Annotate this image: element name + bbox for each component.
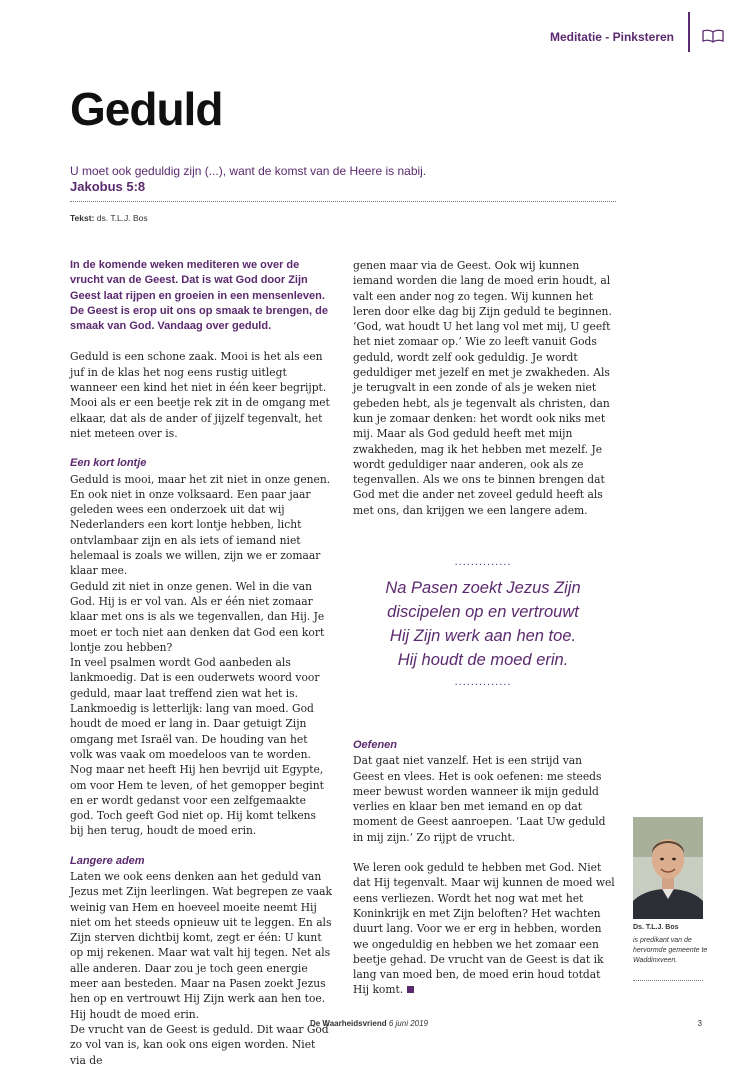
byline-author: ds. T.L.J. Bos	[96, 213, 148, 223]
footer	[0, 1019, 738, 1028]
subheading-oefenen: Oefenen	[353, 739, 398, 751]
right-column	[353, 258, 615, 518]
subheading-kort-lontje: Een kort lontje	[70, 457, 147, 470]
body-paragraph: Geduld is een schone zaak. Mooi is het als een juf in de klas het nog eens rustig uitlegt wanneer een kind het niet in één keer begrijpt. Mooi als er een beetje rek zit in de omgang met elkaar, dat als de ander of jijzelf tegenvalt, het niet meteen over is.	[70, 350, 330, 440]
body-paragraph: Geduld zit niet in onze genen. Wel in die van God. Hij is er vol van. Als er één niet zomaar klaar met ons is als we tegenvallen, dan Hij. Je moet er toch niet aan denken dat God een kort lontje zou hebben?	[70, 579, 325, 654]
byline-label: Tekst:	[70, 213, 95, 223]
issue-date: 6 juni 2019	[388, 1019, 428, 1028]
body-paragraph: Laten we ook eens denken aan het geduld van Jezus met Zijn leerlingen. Wat begrepen ze vaak weinig van Hem en hoeveel moeite neemt Hij niet om het steeds opnieuw uit te leggen. En als Zijn sterven dichtbij komt, zegt er één: U kunt op mij rekenen. Maar wat valt hij tegen. Net als alle anderen. Daar zou je toch geen energie meer aan besteden. Maar na Pasen zoekt Jezus hen op en vertrouwt Hij Zijn werk aan hen toe. Hij houdt de moed erin.	[70, 869, 332, 1021]
pull-quote	[370, 556, 596, 688]
author-role: is predikant van de hervormde gemeente te Waddinxveen.	[633, 937, 708, 964]
body-paragraph	[353, 860, 615, 998]
byline	[70, 213, 148, 223]
oefenen-section	[353, 738, 615, 998]
author-divider	[633, 980, 703, 981]
pull-quote-dots-top: ..............	[454, 556, 512, 568]
section-label: Meditatie - Pinksteren	[549, 30, 674, 44]
author-name: Ds. T.L.J. Bos	[633, 924, 679, 931]
left-column	[70, 258, 332, 1068]
subheading-langere-adem: Langere adem	[70, 854, 145, 867]
header-divider	[688, 12, 690, 52]
intro-paragraph: In de komende weken mediteren we over de vrucht van de Geest. Dat is wat God door Zijn Geest laat rijpen en groeien in een mensenleven. De Geest is erop uit ons op smaak te brengen, de smaak van God. Vandaag over geduld.	[70, 259, 328, 333]
pull-quote-line: Hij houdt de moed erin.	[397, 651, 569, 669]
pull-quote-line: discipelen op en vertrouwt	[387, 603, 579, 621]
pull-quote-line: Na Pasen zoekt Jezus Zijn	[385, 579, 581, 597]
end-mark	[407, 986, 414, 993]
pull-quote-line: Hij Zijn werk aan hen toe.	[389, 627, 577, 645]
body-paragraph: De vrucht van de Geest is geduld. Dit waar God zo vol van is, kan ook ons eigen worden. Niet via de	[70, 1022, 329, 1067]
open-book-icon	[702, 29, 724, 43]
pull-quote-dots-bottom: ..............	[454, 676, 512, 688]
bible-verse: U moet ook geduldig zijn (...), want de komst van de Heere is nabij.	[70, 164, 427, 178]
author-photo	[633, 817, 703, 919]
pull-quote-text	[370, 576, 596, 672]
body-paragraph: In veel psalmen wordt God aanbeden als lankmoedig. Dat is een ouderwets woord voor geduld, maar laat treffend zien wat het is. Lankmoedig is letterlijk: lang van moed. God houdt de moed er lang in. Daar getuigt Zijn omgang met Israël van. De houding van het volk was vaak om moedeloos van te worden. Nog maar net heeft Hij hen bevrijd uit Egypte, om voor Hem te leven, of het gemopper begint en er wordt gedanst voor een zelfgemaakte god. Toch geeft God niet op. Hij komt telkens bij hen terug, houdt de moed erin.	[70, 656, 324, 838]
body-paragraph: Dat gaat niet vanzelf. Het is een strijd van Geest en vlees. Het is ook oefenen: me steeds meer bewust worden wanneer ik mijn geduld verlies en klaar ben met iemand en op dat moment de Geest aanroepen. ‘Laat Uw geduld in mij zijn.’ Zo rijpt de vrucht.	[353, 754, 606, 844]
page-number: 3	[697, 1019, 702, 1028]
dotted-divider	[70, 201, 616, 202]
verse-reference: Jakobus 5:8	[70, 179, 146, 194]
magazine-name: De Waarheidsvriend	[309, 1019, 387, 1028]
closing-text: We leren ook geduld te hebben met God. Niet dat Hij tegenvalt. Maar wij kunnen de moed wel eens verliezen. Wordt het nog wat met het Koninkrijk en met Zijn beloften? Het wachten duurt lang. Voor we er erg in hebben, worden we ongeduldig en hebben we het zomaar een beetje gehad. De vrucht van de Geest is dat ik lang van moed ben, de moed erin houd totdat Hij komt.	[353, 861, 615, 997]
page-title: Geduld	[70, 83, 223, 135]
body-paragraph: genen maar via de Geest. Ook wij kunnen iemand worden die lang de moed erin houdt, al valt een ander nog zo tegen. Wij kunnen het leren door elke dag bij Zijn geduld te beginnen. ‘God, wat houdt U het lang vol met mij, U geeft het niet zomaar op.’ Wie zo leeft vanuit Gods geduld, wordt zelf ook geduldig. Je wordt geduldiger met jezelf en met je zwakheden. Als je terugvalt in een zonde of als je weken niet gebeden hebt, als je tegenvalt als christen, dan kun je zomaar denken: het wordt ook niks met mij. Maar als God geduld heeft met mijn zwakheden, mag ik het hebben met mezelf. Je wordt geduldiger naar anderen, ook als ze tegenvallen. Als we ons te binnen brengen dat God met die ander net zoveel geduld heeft als met ons, dan krijgen we een langere adem.	[353, 259, 612, 517]
body-paragraph: Geduld is mooi, maar het zit niet in onze genen. En ook niet in onze volksaard. Een paar jaar geleden wees een onderzoek uit dat wij Nederlanders een kort lontje hebben, licht ontvlambaar zijn en als iets of iemand niet helemaal is zoals we willen, zijn we er zomaar klaar mee.	[70, 472, 331, 578]
